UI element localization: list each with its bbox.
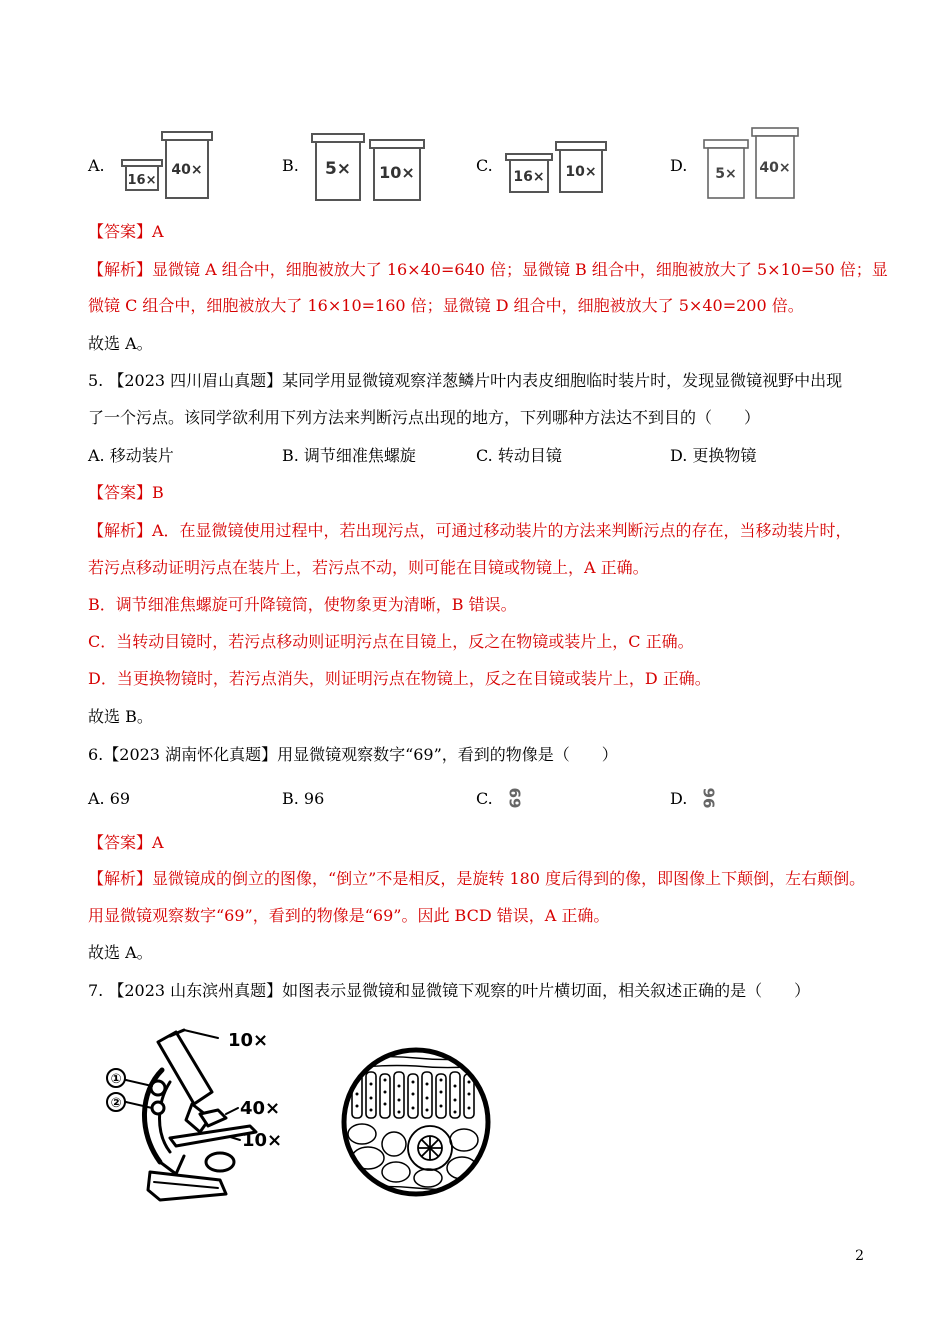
lens-label: 10× [565,164,597,180]
lens-label: 40× [171,162,203,178]
rotated-digits: 96 [699,787,717,809]
q4-analysis-line-2: 微镜 C 组合中，细胞被放大了 16×10=160 倍；显微镜 D 组合中，细胞被放大了 5×40=200 倍。 [88,296,804,315]
q6-analysis-line-2: 用显微镜观察数字“69”，看到的物像是“69”。因此 BCD 错误，A 正确。 [88,906,610,925]
eyepiece-label: 10× [228,1030,269,1051]
lens-short [506,154,552,192]
lens-tall [312,134,364,200]
lens-label: 40× [759,160,791,176]
q4-option-d-lenses [702,126,806,202]
lens-label: 16× [513,169,545,185]
q5-option-d: D. 更换物镜 [670,446,757,465]
q6-conclusion: 故选 A。 [88,943,153,962]
part-label-2: ② [110,1096,122,1111]
q5-analysis-line-1: 【解析】A．在显微镜使用过程中，若出现污点，可通过移动装片的方法来判断污点的存在，当移动装片时， [88,521,852,540]
q4-option-a-lenses [118,128,218,200]
q5-stem-line-2: 了一个污点。该同学欲利用下列方法来判断污点出现的地方，下列哪种方法达不到目的（ ） [88,408,761,427]
lens-tall [752,128,798,198]
q4-option-d-letter: D. [670,156,688,175]
lens-label: 5× [324,159,352,179]
q6-analysis-line-1: 【解析】显微镜成的倒立的图像，“倒立”不是相反，是旋转 180 度后得到的像，即图像上下颠倒，左右颠倒。 [88,869,866,888]
q6-option-d-image [698,786,718,810]
objective-label-40x: 40× [240,1098,281,1119]
q4-conclusion: 故选 A。 [88,334,153,353]
q4-option-a-letter: A. [88,156,105,175]
q4-option-c-letter: C. [476,156,493,175]
q5-option-b: B. 调节细准焦螺旋 [282,446,416,465]
q5-conclusion: 故选 B。 [88,707,153,726]
lens-medium [556,142,606,192]
q6-option-a: A. 69 [88,789,131,808]
q6-option-b: B. 96 [282,789,325,808]
q5-answer: 【答案】B [88,483,164,502]
q5-option-a: A. 移动装片 [88,446,174,465]
q6-option-c-letter: C. [476,789,493,808]
q5-analysis-line-4: C．当转动目镜时，若污点移动则证明污点在目镜上，反之在物镜或装片上，C 正确。 [88,632,694,651]
rotated-digits: 69 [505,787,523,809]
q4-option-c-lenses [504,138,614,198]
q7-stem: 7. 【2023 山东滨州真题】如图表示显微镜和显微镜下观察的叶片横切面，相关叙述正确的是（ ） [88,981,811,1000]
q4-analysis-line-1: 【解析】显微镜 A 组合中，细胞被放大了 16×40=640 倍；显微镜 B 组合中，细胞被放大了 5×10=50 倍；显 [88,260,888,279]
lens-label: 10× [379,163,415,182]
q5-analysis-line-5: D．当更换物镜时，若污点消失，则证明污点在物镜上，反之在目镜或装片上，D 正确。 [88,669,711,688]
lens-medium [370,140,424,200]
q4-option-b-lenses [310,128,430,204]
microscope-illustration [100,1022,300,1204]
leaf-cross-section-image [338,1044,494,1200]
lens-short [122,160,162,190]
objective-label-10x: 10× [242,1130,283,1151]
q5-analysis-line-3: B．调节细准焦螺旋可升降镜筒，使物象更为清晰，B 错误。 [88,595,517,614]
lens-medium [704,140,748,198]
q4-option-b-letter: B. [282,156,299,175]
q6-answer: 【答案】A [88,833,164,852]
q6-option-c-image [504,786,524,810]
q5-stem-line-1: 5. 【2023 四川眉山真题】某同学用显微镜观察洋葱鳞片叶内表皮细胞临时装片时，发现显微镜视野中出现 [88,371,843,390]
part-label-1: ① [110,1072,122,1087]
q5-option-c: C. 转动目镜 [476,446,562,465]
q4-answer: 【答案】A [88,222,164,241]
q6-option-d-letter: D. [670,789,688,808]
lens-tall [162,132,212,198]
q5-analysis-line-2: 若污点移动证明污点在装片上，若污点不动，则可能在目镜或物镜上，A 正确。 [88,558,649,577]
q6-stem: 6.【2023 湖南怀化真题】用显微镜观察数字“69”，看到的物像是（ ） [88,745,618,764]
page-number: 2 [855,1248,864,1264]
lens-label: 16× [127,173,157,188]
lens-label: 5× [715,166,737,182]
